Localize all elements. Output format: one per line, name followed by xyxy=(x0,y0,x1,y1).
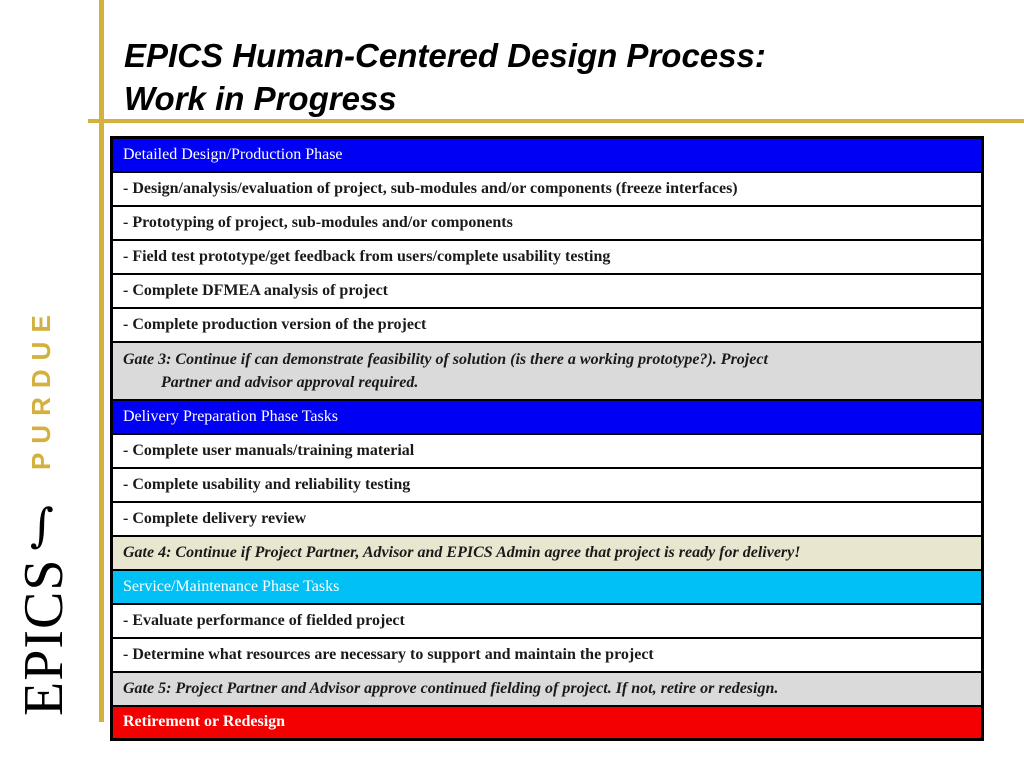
task-cell: - Complete delivery review xyxy=(112,502,983,536)
gate-cell: Gate 4: Continue if Project Partner, Advisor and EPICS Admin agree that project is ready for delivery! xyxy=(112,536,983,570)
task-cell: - Prototyping of project, sub-modules and/or components xyxy=(112,206,983,240)
phase-cell: Retirement or Redesign xyxy=(112,706,983,740)
gate-cell xyxy=(112,342,983,400)
task-cell: - Field test prototype/get feedback from users/complete usability testing xyxy=(112,240,983,274)
phase-cell: Delivery Preparation Phase Tasks xyxy=(112,400,983,434)
phase-row-delivery-preparation xyxy=(112,400,983,434)
task-row xyxy=(112,604,983,638)
gate-3-line-2: Partner and advisor approval required. xyxy=(161,373,419,391)
task-row xyxy=(112,308,983,342)
task-row xyxy=(112,274,983,308)
task-cell: - Complete DFMEA analysis of project xyxy=(112,274,983,308)
process-table xyxy=(110,136,984,741)
task-row xyxy=(112,434,983,468)
task-cell: - Complete user manuals/training material xyxy=(112,434,983,468)
task-row xyxy=(112,638,983,672)
slide-title xyxy=(124,34,1004,120)
phase-row-detailed-design xyxy=(112,138,983,172)
task-cell: - Design/analysis/evaluation of project, sub-modules and/or components (freeze interfaces) xyxy=(112,172,983,206)
phase-cell: Detailed Design/Production Phase xyxy=(112,138,983,172)
phase-cell: Service/Maintenance Phase Tasks xyxy=(112,570,983,604)
gold-vertical-rule xyxy=(99,0,104,722)
task-row xyxy=(112,502,983,536)
task-row xyxy=(112,172,983,206)
task-row xyxy=(112,240,983,274)
purdue-wordmark: PURDUE xyxy=(26,306,56,470)
task-cell: - Evaluate performance of fielded project xyxy=(112,604,983,638)
gate-row-3 xyxy=(112,342,983,400)
gate-row-5 xyxy=(112,672,983,706)
gate-row-4 xyxy=(112,536,983,570)
task-row xyxy=(112,468,983,502)
integral-symbol-icon: ∫ xyxy=(30,498,54,552)
gate-3-line-1: Gate 3: Continue if can demonstrate feasibility of solution (is there a working prototype?). Project xyxy=(123,350,768,368)
phase-row-service-maintenance xyxy=(112,570,983,604)
epics-wordmark: EPICS xyxy=(13,558,75,716)
task-cell: - Complete usability and reliability testing xyxy=(112,468,983,502)
task-row xyxy=(112,206,983,240)
task-cell: - Determine what resources are necessary to support and maintain the project xyxy=(112,638,983,672)
phase-row-retirement xyxy=(112,706,983,740)
gate-cell: Gate 5: Project Partner and Advisor approve continued fielding of project. If not, retire or redesign. xyxy=(112,672,983,706)
task-cell: - Complete production version of the project xyxy=(112,308,983,342)
slide-title-line-2: Work in Progress xyxy=(124,80,397,117)
slide-title-line-1: EPICS Human-Centered Design Process: xyxy=(124,37,766,74)
